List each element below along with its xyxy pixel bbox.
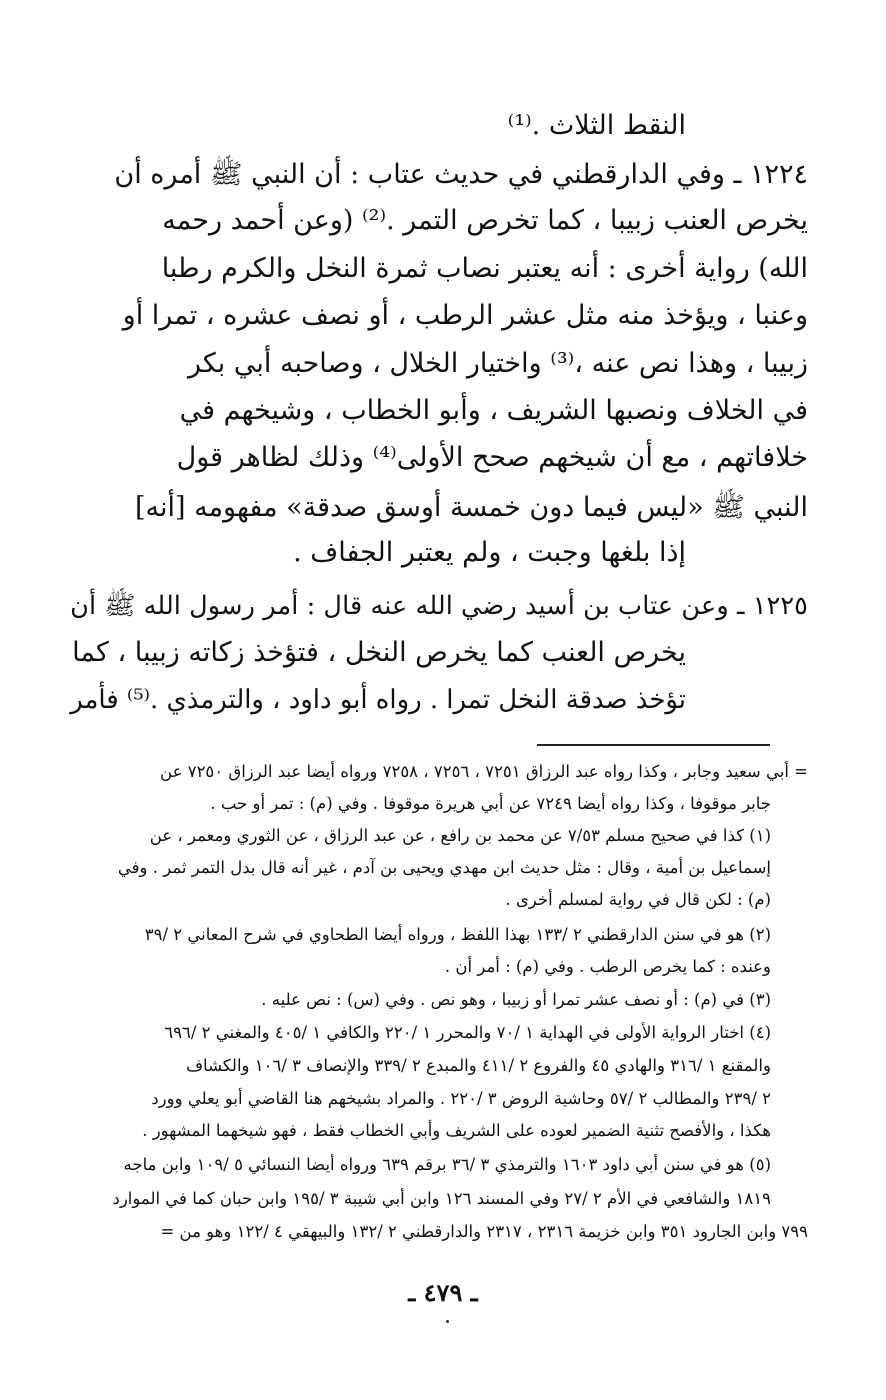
main-line: النبي ﷺ «ليس فيما دون خمسة أوسق صدقة» مفهومه [أنه]: [134, 492, 808, 523]
footnote-line: (٢) هو في سنن الدارقطني ٢ /١٣٣ بهذا اللفظ ، ورواه أيضا الطحاوي في شرح المعاني ٢ /٣٩: [144, 925, 771, 944]
footnote-line: (٥) هو في سنن أبي داود ١٦٠٣ والترمذي ٣ /٣٦ برقم ٦٣٩ ورواه أيضا النسائي ٥ /١٠٩ وابن ماجه: [123, 1155, 771, 1174]
page-number: ـ ٤٧٩ ـ: [408, 1278, 478, 1307]
main-line: الله) رواية أخرى : أنه يعتبر نصاب ثمرة النخل والكرم رطبا: [161, 253, 808, 284]
main-line: زبيبا ، وهذا نص عنه ،⁽³⁾ واختيار الخلال ، وصاحبه أبي بكر: [187, 348, 808, 379]
main-line: النقط الثلاث .⁽¹⁾: [507, 110, 686, 141]
main-line: يخرص العنب كما يخرص النخل ، فتؤخذ زكاته زبيبا ، كما: [72, 637, 686, 668]
footnote-line: ٧٩٩ وابن الجارود ٣٥١ وابن خزيمة ٢٣١٦ ، ٢٣١٧ والدارقطني ٢ /١٣٢ والبيهقي ٤ /١٢٢ وهو من =: [160, 1222, 808, 1241]
footnote-line: ٢ /٢٣٩ والمطالب ٢ /٥٧ وحاشية الروض ٣ /٢٢٠ . والمراد بشيخهم هنا القاضي أبو يعلي وورد: [151, 1089, 771, 1108]
page-speck: [446, 1320, 449, 1323]
main-line: في الخلاف ونصبها الشريف ، وأبو الخطاب ، وشيخهم في: [179, 395, 808, 426]
main-line: ١٢٢٤ ـ وفي الدارقطني في حديث عتاب : أن النبي ﷺ أمره أن: [114, 159, 808, 190]
footnote-line: (٣) في (م) : أو نصف عشر تمرا أو زبيبا ، وهو نص . وفي (س) : نص عليه .: [261, 990, 771, 1009]
main-line: إذا بلغها وجبت ، ولم يعتبر الجفاف .: [293, 537, 686, 568]
footnote-line: (م) : لكن قال في رواية لمسلم أخرى .: [505, 890, 771, 909]
main-line: وعنبا ، ويؤخذ منه مثل عشر الرطب ، أو نصف عشره ، تمرا أو: [122, 300, 808, 331]
footnote-line: (٤) اختار الرواية الأولى في الهداية ١ /٧٠ والمحرر ١ /٢٢٠ والكافي ١ /٤٠٥ والمغني ٢ /٦٩٦: [164, 1023, 771, 1042]
footnote-line: هكذا ، والأفصح تثنية الضمير لعوده على الشريف وأبي الخطاب فقط ، فهو شيخهما المشهور .: [142, 1121, 771, 1140]
footnote-line: وعنده : كما يخرص الرطب . وفي (م) : أمر أن .: [444, 957, 771, 976]
footnote-line: والمقنع ١ /٣١٦ والهادي ٤٥ والفروع ٢ /٤١١ والمبدع ٢ /٣٣٩ والإنصاف ٣ /١٠٦ والكشاف: [185, 1056, 771, 1075]
footnote-line: = أبي سعيد وجابر ، وكذا رواه عبد الرزاق ٧٢٥١ ، ٧٢٥٦ ، ٧٢٥٨ ورواه أيضا عبد الرزاق ٧٢٥٠ عن: [160, 762, 808, 781]
footnote-line: إسماعيل بن أمية ، وقال : مثل حديث ابن مهدي ويحيى بن آدم ، غير أنه قال بدل التمر ثمر . وفي: [117, 858, 771, 877]
main-line: يخرص العنب زبيبا ، كما تخرص التمر .⁽²⁾ (وعن أحمد رحمه: [162, 205, 808, 236]
footnote-separator: [537, 744, 770, 746]
footnote-line: جابر موقوفا ، وكذا رواه أيضا ٧٢٤٩ عن أبي هريرة موقوفا . وفي (م) : تمر أو حب .: [210, 794, 771, 813]
main-line: ١٢٢٥ ـ وعن عتاب بن أسيد رضي الله عنه قال : أمر رسول الله ﷺ أن: [70, 591, 808, 621]
main-line: تؤخذ صدقة النخل تمرا . رواه أبو داود ، والترمذي .⁽⁵⁾ فأمر: [70, 685, 686, 715]
footnote-line: ١٨١٩ والشافعي في الأم ٢ /٢٧ وفي المسند ١٢٦ وابن أبي شيبة ٣ /١٩٥ وابن حبان كما في الموارد: [112, 1189, 771, 1208]
main-line: خلافاتهم ، مع أن شيخهم صحح الأولى⁽⁴⁾ وذلك لظاهر قول: [176, 442, 808, 473]
footnote-line: (١) كذا في صحيح مسلم ٧/٥٣ عن محمد بن رافع ، عن عبد الرزاق ، عن الثوري ومعمر ، عن: [149, 826, 771, 845]
